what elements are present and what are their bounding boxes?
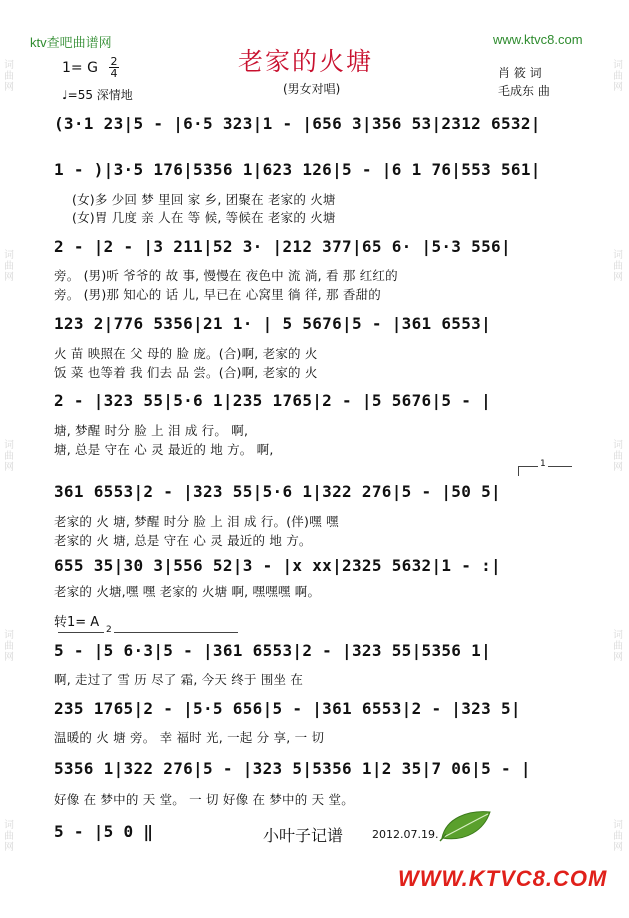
score-notation-line: (3·1 23|5 - |6·5 323|1 - |656 3|356 53|2312 6532| (54, 114, 541, 133)
score-notation-line: 123 2|776 5356|21 1· | 5 5676|5 - |361 6553| (54, 314, 492, 333)
site-name-left: ktv查吧曲谱网 (30, 35, 112, 50)
site-logo-url: WWW.KTVC8.COM (398, 866, 608, 891)
side-watermark: 词曲网 (613, 440, 623, 473)
score-notation-line: 2 - |2 - |3 211|52 3· |212 377|65 6· |5·3 556| (54, 237, 511, 256)
score-notation-line: 5356 1|322 276|5 - |323 5|5356 1|2 35|7 06|5 - | (54, 759, 531, 778)
volta-bracket (58, 632, 238, 633)
score-notation-line: 2 - |323 55|5·6 1|235 1765|2 - |5 5676|5 - | (54, 391, 492, 410)
side-watermark: 词曲网 (613, 250, 623, 283)
key-change: 转1= A (54, 615, 100, 630)
lyric-line-1: 好像 在 梦中的 天 堂。 一 切 好像 在 梦中的 天 堂。 (54, 792, 354, 807)
leaf-icon (438, 808, 494, 844)
score-notation-line: 235 1765|2 - |5·5 656|5 - |361 6553|2 - |323 5| (54, 699, 521, 718)
side-watermark: 词曲网 (4, 630, 14, 663)
lyric-line-1: 老家的 火塘,嘿 嘿 老家的 火塘 啊, 嘿嘿嘿 啊。 (54, 584, 321, 599)
transcription-date: 2012.07.19. (372, 828, 439, 841)
score-notation-line: 1 - )|3·5 176|5356 1|623 126|5 - |6 1 76|553 561| (54, 160, 541, 179)
volta-number: 2 (106, 625, 112, 635)
lyric-line-1: 啊, 走过了 雪 历 尽了 霜, 今天 终于 围坐 在 (54, 672, 304, 687)
lyric-line-2: 老家的 火 塘, 总是 守在 心 灵 最近的 地 方。 (54, 533, 312, 548)
side-watermark: 词曲网 (613, 630, 623, 663)
lyric-line-2: 饭 菜 也等着 我 们去 品 尝。(合)啊, 老家的 火 (54, 365, 318, 380)
transcriber-credit: 小叶子记谱 (263, 826, 344, 845)
lyric-line-1: 火 苗 映照在 父 母的 脸 庞。(合)啊, 老家的 火 (54, 346, 318, 361)
lyric-line-female-2: (女)胃 几度 亲 人在 等 候, 等候在 老家的 火塘 (72, 210, 336, 225)
side-watermark: 词曲网 (613, 60, 623, 93)
time-signature-top: 2 (110, 55, 118, 68)
composer: 毛成东 曲 (498, 84, 550, 98)
lyric-line-2: 塘, 总是 守在 心 灵 最近的 地 方。 啊, (54, 442, 274, 457)
volta-number: 1 (540, 459, 546, 469)
score-notation-line: 5 - |5 6·3|5 - |361 6553|2 - |323 55|5356 1| (54, 641, 492, 660)
lyric-line-1: 温暖的 火 塘 旁。 幸 福时 光, 一起 分 享, 一 切 (54, 730, 325, 745)
key-signature: 1= G (62, 60, 98, 76)
volta-bracket-edge (518, 466, 519, 476)
side-watermark: 词曲网 (4, 820, 14, 853)
lyric-line-1: 老家的 火 塘, 梦醒 时分 脸 上 泪 成 行。(伴)嘿 嘿 (54, 514, 339, 529)
lyric-line-male-2: 旁。 (男)那 知心的 话 儿, 早已在 心窝里 徜 徉, 那 香甜的 (54, 287, 381, 302)
song-subtitle: (男女对唱) (283, 82, 341, 96)
lyric-line-female-1: (女)多 少回 梦 里回 家 乡, 团聚在 老家的 火塘 (72, 192, 336, 207)
lyric-line-male-1: 旁。 (男)听 爷爷的 故 事, 慢慢在 夜色中 流 淌, 看 那 红红的 (54, 268, 398, 283)
score-notation-line: 5 - |5 0 ‖ (54, 822, 154, 841)
lyric-line-1: 塘, 梦醒 时分 脸 上 泪 成 行。 啊, (54, 423, 249, 438)
time-signature (109, 56, 119, 79)
lyricist: 肖 筱 词 (498, 66, 542, 80)
score-notation-line: 361 6553|2 - |323 55|5·6 1|322 276|5 - |50 5| (54, 482, 501, 501)
song-title: 老家的火塘 (238, 47, 374, 76)
tempo-marking: ♩=55 深情地 (62, 88, 133, 102)
side-watermark: 词曲网 (4, 250, 14, 283)
side-watermark: 词曲网 (613, 820, 623, 853)
score-notation-line: 655 35|30 3|556 52|3 - |x xx|2325 5632|1 - :| (54, 556, 501, 575)
time-signature-bottom: 4 (110, 67, 118, 80)
side-watermark: 词曲网 (4, 440, 14, 473)
side-watermark: 词曲网 (4, 60, 14, 93)
site-url-right: www.ktvc8.com (493, 32, 583, 47)
